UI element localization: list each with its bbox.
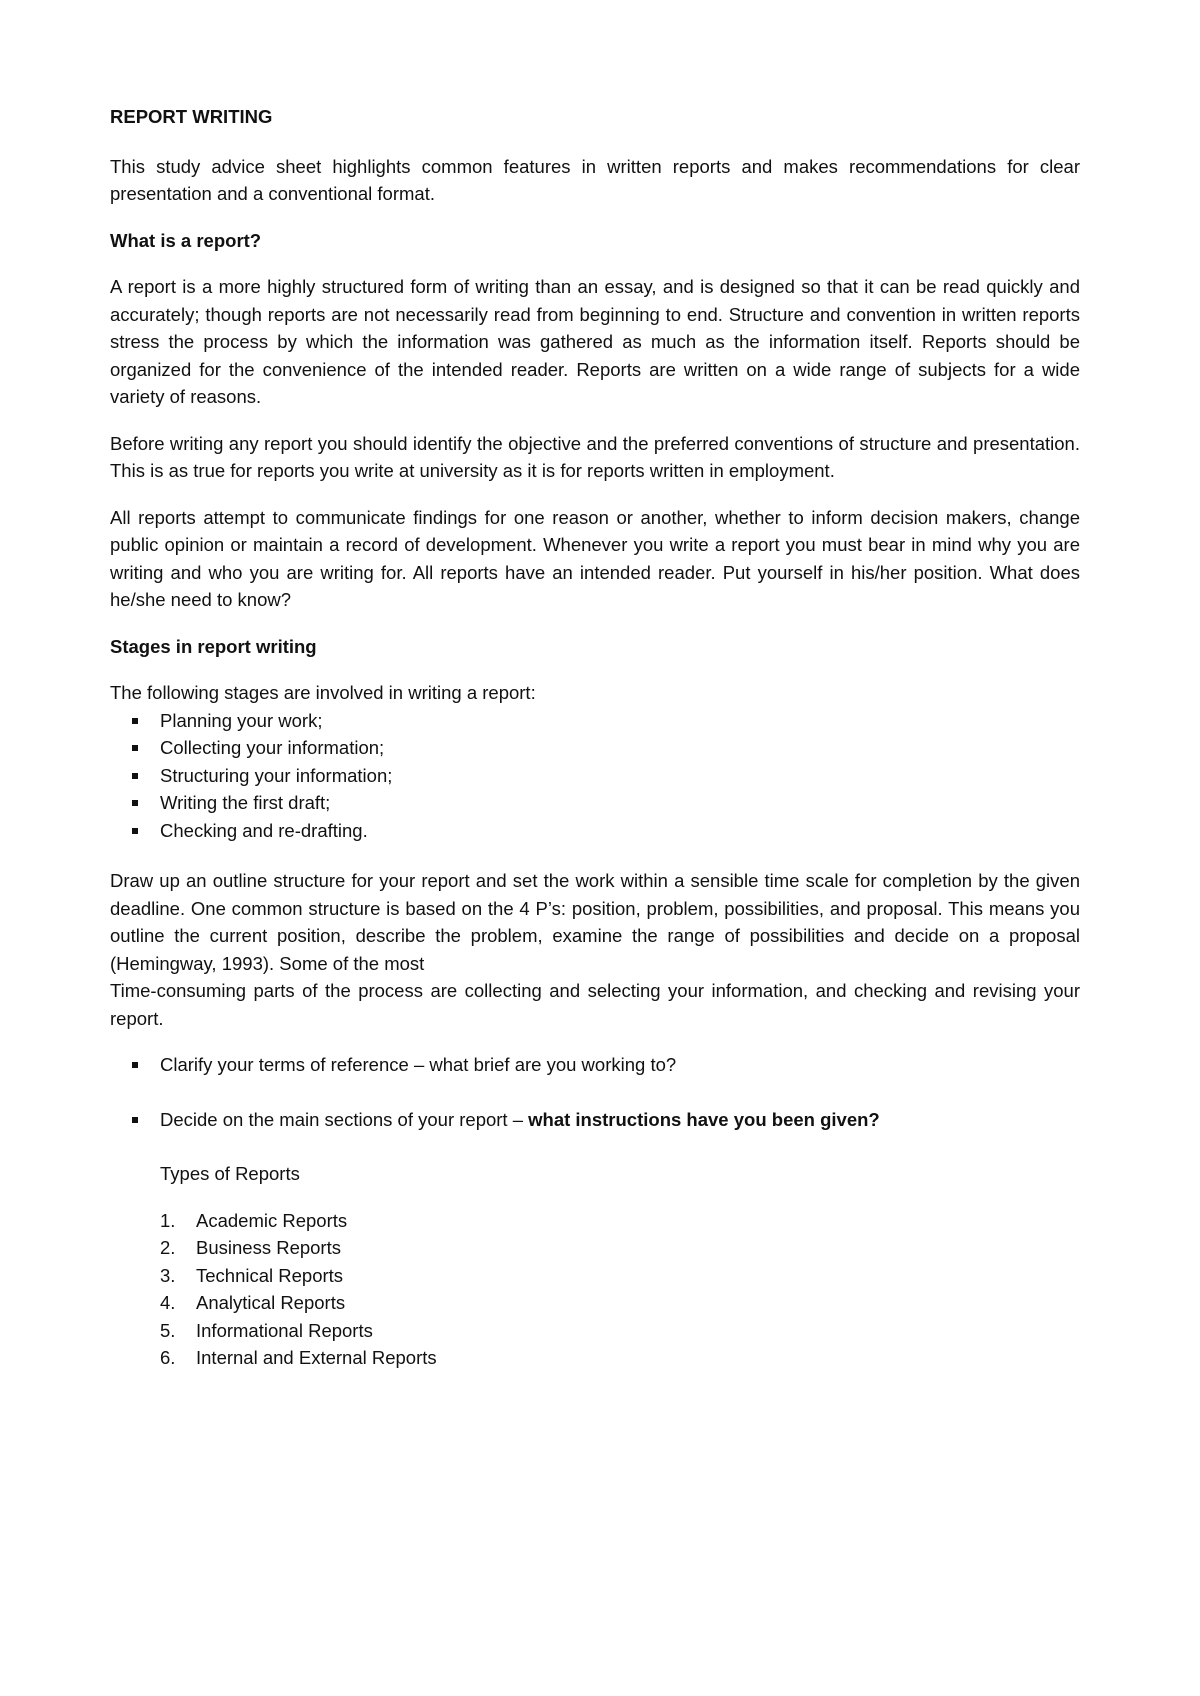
list-item-label: Internal and External Reports [196, 1347, 437, 1368]
list-item [110, 1262, 1080, 1290]
list-item: Collecting your information; [110, 734, 1080, 762]
paragraph-objective: Before writing any report you should identify the objective and the preferred conventions of structure and presentation. This is as true for reports you write at university as it is for reports written in employment. [110, 432, 1080, 481]
paragraph-outline-line2: Time-consuming parts of the process are collecting and selecting your information, and checking and revising your report. [110, 980, 1080, 1029]
document-body [110, 103, 1080, 1372]
list-item: Planning your work; [110, 707, 1080, 735]
document-title: REPORT WRITING [110, 106, 273, 127]
tip-main-sections [110, 1106, 1080, 1134]
list-item-label: Technical Reports [196, 1264, 344, 1286]
list-item-label: Business Reports [196, 1237, 341, 1258]
list-item [110, 1344, 1080, 1372]
list-item-label: Analytical Reports [196, 1292, 346, 1313]
list-item: Structuring your information; [110, 762, 1080, 790]
types-of-reports-label: Types of Reports [160, 1163, 300, 1184]
list-item [110, 1289, 1080, 1317]
intro-paragraph: This study advice sheet highlights common features in written reports and makes recommendations for clear presentation and a conventional format. [110, 155, 1080, 204]
list-number: 5. [160, 1319, 176, 1341]
tip-terms-of-reference: Clarify your terms of reference – what brief are you working to? [110, 1051, 1080, 1079]
list-number: 6. [160, 1347, 176, 1368]
list-item-label: Academic Reports [196, 1209, 348, 1231]
list-number: 3. [160, 1264, 176, 1286]
list-number: 1. [160, 1209, 176, 1231]
types-of-reports-list [110, 1207, 1080, 1372]
list-number: 2. [160, 1237, 176, 1258]
list-item: Writing the first draft; [110, 789, 1080, 817]
stages-lead: The following stages are involved in writing a report: [110, 682, 536, 703]
tip-main-sections-emphasis: what instructions have you been given? [528, 1108, 880, 1130]
paragraph-findings: All reports attempt to communicate findings for one reason or another, whether to inform decision makers, change public opinion or maintain a record of development. Whenever you write a report you must bear in mind why you are writing and who you are writing for. All reports have an intended reader. Put yourself in his/her position. What does he/she need to know? [110, 506, 1080, 610]
list-item: Checking and re-drafting. [110, 817, 1080, 845]
tips-list [110, 1051, 1080, 1133]
tip-main-sections-text: Decide on the main sections of your report – [160, 1108, 529, 1130]
heading-what-is-a-report: What is a report? [110, 229, 262, 251]
stages-list [110, 707, 1080, 845]
list-number: 4. [160, 1292, 176, 1313]
list-item [110, 1234, 1080, 1262]
list-item [110, 1207, 1080, 1235]
list-item-label: Informational Reports [196, 1319, 373, 1341]
heading-stages: Stages in report writing [110, 635, 317, 657]
paragraph-outline-line1: Draw up an outline structure for your report and set the work within a sensible time scale for completion by the given deadline. One common structure is based on the 4 P’s: position, problem, possibilities, and proposal. This means you outline the current position, describe the problem, examine the range of possibilities and decide on a proposal (Hemingway, 1993). Some of the most [110, 870, 1080, 974]
paragraph-outline [110, 867, 1080, 1032]
list-item [110, 1317, 1080, 1345]
paragraph-definition: A report is a more highly structured form of writing than an essay, and is designed so that it can be read quickly and accurately; though reports are not necessarily read from beginning to end. Structure and convention in written reports stress the process by which the information was gathered as much as the information itself. Reports should be organized for the convenience of the intended reader. Reports are written on a wide range of subjects for a wide variety of reasons. [110, 276, 1080, 407]
